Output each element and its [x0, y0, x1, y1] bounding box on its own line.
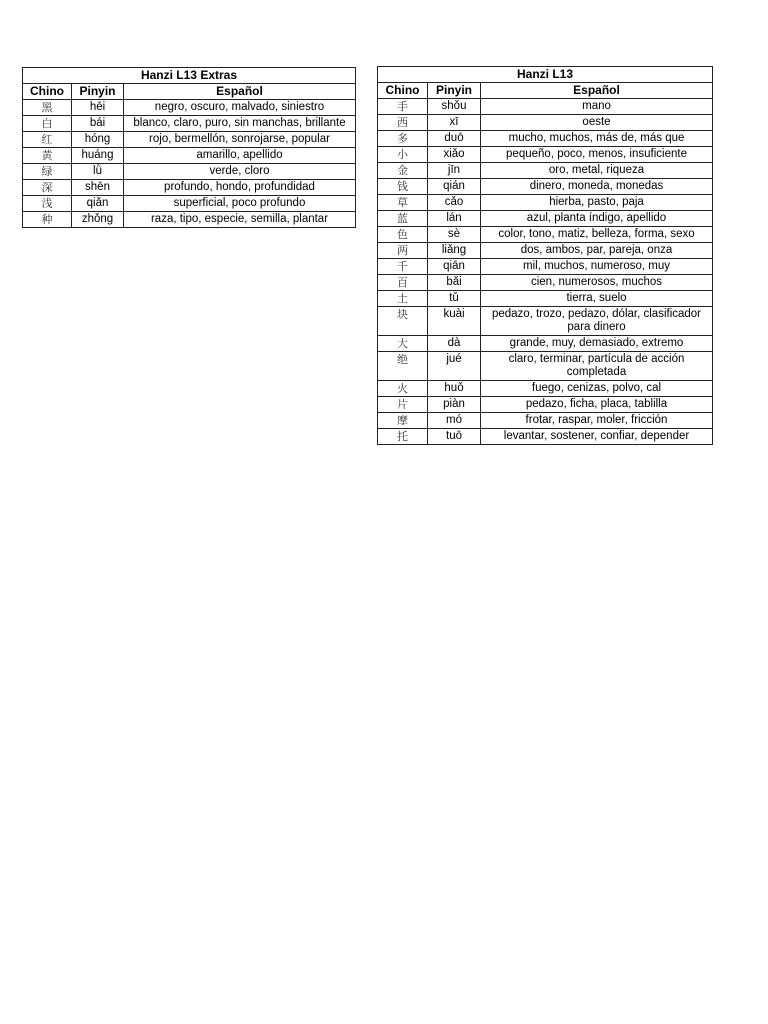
hanzi-cell: 千: [378, 259, 428, 275]
espanol-cell: claro, terminar, partícula de acción completada: [481, 352, 713, 381]
column-header-pinyin: Pinyin: [428, 83, 481, 99]
pinyin-cell: xiǎo: [428, 147, 481, 163]
espanol-cell: blanco, claro, puro, sin manchas, brillante: [124, 116, 356, 132]
hanzi-cell: 白: [23, 116, 72, 132]
hanzi-cell: 小: [378, 147, 428, 163]
table-row: [378, 163, 713, 179]
table-row: [378, 195, 713, 211]
pinyin-cell: bái: [72, 116, 124, 132]
table-row: [378, 227, 713, 243]
espanol-cell: fuego, cenizas, polvo, cal: [481, 381, 713, 397]
pinyin-cell: duō: [428, 131, 481, 147]
hanzi-cell: 火: [378, 381, 428, 397]
table-body: [23, 100, 356, 228]
pinyin-cell: tǔ: [428, 291, 481, 307]
espanol-cell: tierra, suelo: [481, 291, 713, 307]
table-row: [378, 413, 713, 429]
table-row: [378, 307, 713, 336]
table-row: [378, 243, 713, 259]
hanzi-cell: 深: [23, 180, 72, 196]
pinyin-cell: dà: [428, 336, 481, 352]
espanol-cell: azul, planta índigo, apellido: [481, 211, 713, 227]
espanol-cell: dinero, moneda, monedas: [481, 179, 713, 195]
table-row: [378, 397, 713, 413]
pinyin-cell: tuō: [428, 429, 481, 445]
espanol-cell: pedazo, trozo, pedazo, dólar, clasificador para dinero: [481, 307, 713, 336]
hanzi-cell: 两: [378, 243, 428, 259]
pinyin-cell: jīn: [428, 163, 481, 179]
table-row: [378, 259, 713, 275]
hanzi-cell: 大: [378, 336, 428, 352]
hanzi-cell: 手: [378, 99, 428, 115]
pinyin-cell: xī: [428, 115, 481, 131]
table-row: [378, 179, 713, 195]
pinyin-cell: cǎo: [428, 195, 481, 211]
column-header-espanol: Español: [481, 83, 713, 99]
hanzi-cell: 百: [378, 275, 428, 291]
hanzi-cell: 土: [378, 291, 428, 307]
espanol-cell: mucho, muchos, más de, más que: [481, 131, 713, 147]
hanzi-cell: 金: [378, 163, 428, 179]
espanol-cell: amarillo, apellido: [124, 148, 356, 164]
table-row: [23, 180, 356, 196]
table-row: [378, 336, 713, 352]
pinyin-cell: sè: [428, 227, 481, 243]
pinyin-cell: lǜ: [72, 164, 124, 180]
espanol-cell: grande, muy, demasiado, extremo: [481, 336, 713, 352]
espanol-cell: negro, oscuro, malvado, siniestro: [124, 100, 356, 116]
pinyin-cell: zhǒng: [72, 212, 124, 228]
pinyin-cell: qiān: [428, 259, 481, 275]
espanol-cell: dos, ambos, par, pareja, onza: [481, 243, 713, 259]
espanol-cell: cien, numerosos, muchos: [481, 275, 713, 291]
espanol-cell: oro, metal, riqueza: [481, 163, 713, 179]
pinyin-cell: shēn: [72, 180, 124, 196]
hanzi-l13-table: [377, 66, 713, 445]
hanzi-cell: 多: [378, 131, 428, 147]
table-row: [378, 352, 713, 381]
espanol-cell: mano: [481, 99, 713, 115]
espanol-cell: mil, muchos, numeroso, muy: [481, 259, 713, 275]
hanzi-cell: 浅: [23, 196, 72, 212]
table-title: Hanzi L13: [378, 67, 713, 83]
table-row: [378, 275, 713, 291]
pinyin-cell: kuài: [428, 307, 481, 336]
espanol-cell: profundo, hondo, profundidad: [124, 180, 356, 196]
hanzi-cell: 红: [23, 132, 72, 148]
hanzi-cell: 色: [378, 227, 428, 243]
pinyin-cell: liǎng: [428, 243, 481, 259]
pinyin-cell: hēi: [72, 100, 124, 116]
hanzi-cell: 托: [378, 429, 428, 445]
hanzi-cell: 草: [378, 195, 428, 211]
table-title: Hanzi L13 Extras: [23, 68, 356, 84]
table-row: [23, 212, 356, 228]
pinyin-cell: jué: [428, 352, 481, 381]
hanzi-extras-table: [22, 67, 356, 228]
hanzi-cell: 片: [378, 397, 428, 413]
hanzi-cell: 西: [378, 115, 428, 131]
espanol-cell: superficial, poco profundo: [124, 196, 356, 212]
table-row: [378, 381, 713, 397]
pinyin-cell: bǎi: [428, 275, 481, 291]
espanol-cell: pequeño, poco, menos, insuficiente: [481, 147, 713, 163]
espanol-cell: verde, cloro: [124, 164, 356, 180]
pinyin-cell: hóng: [72, 132, 124, 148]
table-row: [378, 211, 713, 227]
pinyin-cell: huáng: [72, 148, 124, 164]
espanol-cell: oeste: [481, 115, 713, 131]
espanol-cell: frotar, raspar, moler, fricción: [481, 413, 713, 429]
espanol-cell: pedazo, ficha, placa, tablilla: [481, 397, 713, 413]
pinyin-cell: qián: [428, 179, 481, 195]
table-row: [378, 99, 713, 115]
hanzi-cell: 黄: [23, 148, 72, 164]
pinyin-cell: huǒ: [428, 381, 481, 397]
table-row: [378, 291, 713, 307]
column-header-chino: Chino: [23, 84, 72, 100]
pinyin-cell: shǒu: [428, 99, 481, 115]
hanzi-cell: 绿: [23, 164, 72, 180]
hanzi-cell: 绝: [378, 352, 428, 381]
table-row: [378, 429, 713, 445]
column-header-espanol: Español: [124, 84, 356, 100]
pinyin-cell: qiǎn: [72, 196, 124, 212]
table-row: [378, 131, 713, 147]
espanol-cell: levantar, sostener, confiar, depender: [481, 429, 713, 445]
hanzi-cell: 块: [378, 307, 428, 336]
column-header-chino: Chino: [378, 83, 428, 99]
column-header-pinyin: Pinyin: [72, 84, 124, 100]
table-row: [23, 164, 356, 180]
hanzi-cell: 摩: [378, 413, 428, 429]
hanzi-cell: 钱: [378, 179, 428, 195]
hanzi-cell: 种: [23, 212, 72, 228]
table-row: [23, 196, 356, 212]
pinyin-cell: lán: [428, 211, 481, 227]
table-row: [378, 115, 713, 131]
hanzi-cell: 黑: [23, 100, 72, 116]
pinyin-cell: mó: [428, 413, 481, 429]
espanol-cell: color, tono, matiz, belleza, forma, sexo: [481, 227, 713, 243]
table-row: [378, 147, 713, 163]
table-row: [23, 148, 356, 164]
table-row: [23, 100, 356, 116]
table-row: [23, 132, 356, 148]
table-body: [378, 99, 713, 445]
espanol-cell: rojo, bermellón, sonrojarse, popular: [124, 132, 356, 148]
pinyin-cell: piàn: [428, 397, 481, 413]
espanol-cell: hierba, pasto, paja: [481, 195, 713, 211]
hanzi-cell: 蓝: [378, 211, 428, 227]
table-row: [23, 116, 356, 132]
espanol-cell: raza, tipo, especie, semilla, plantar: [124, 212, 356, 228]
